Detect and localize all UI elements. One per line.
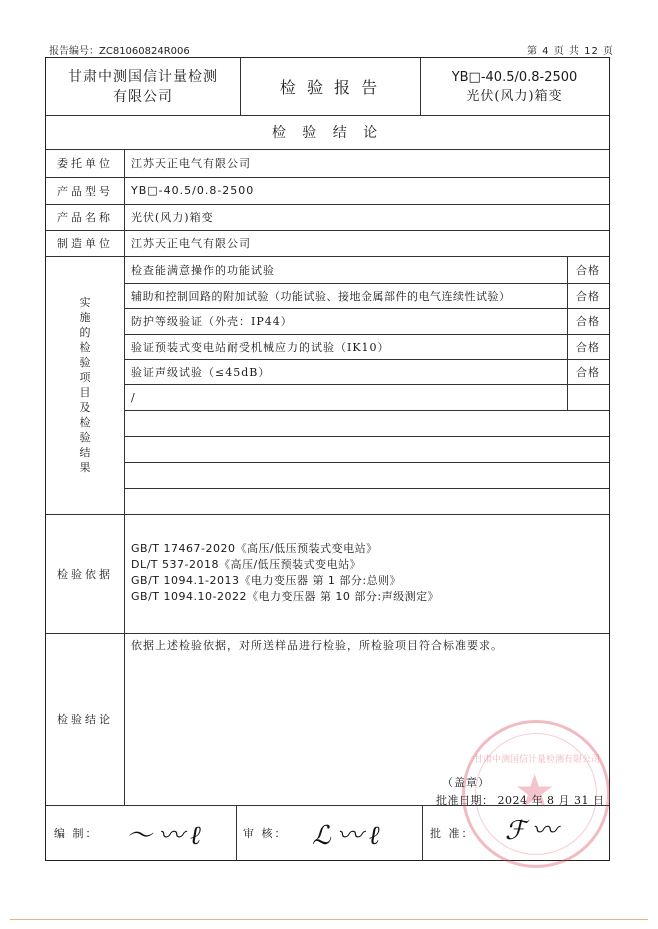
standard-line-3: GB/T 1094.1-2013《电力变压器 第 1 部分:总则》 bbox=[131, 574, 402, 587]
item-5-result: 合格 bbox=[576, 365, 600, 379]
item-5-name: 验证声级试验（≤45dB） bbox=[131, 365, 271, 379]
manufacturer-value: 江苏天正电气有限公司 bbox=[131, 237, 251, 250]
seal-star-icon: ★ bbox=[514, 764, 556, 818]
editor-label: 编 制： bbox=[54, 826, 99, 840]
product-name-value: 光伏(风力)箱变 bbox=[131, 211, 214, 224]
item-3-result: 合格 bbox=[576, 315, 600, 328]
manufacturer-label: 制造单位 bbox=[57, 237, 113, 250]
organization-line-1: 甘肃中测国信计量检测 bbox=[68, 68, 218, 85]
item-3-name: 防护等级验证（外壳：IP44） bbox=[131, 315, 293, 328]
reviewer-label: 审 核： bbox=[243, 826, 288, 840]
item-4-name: 验证预装式变电站耐受机械应力的试验（IK10） bbox=[131, 340, 390, 354]
official-seal-text: 甘肃中测国信计量检测有限公司 bbox=[473, 755, 600, 765]
standard-line-2: DL/T 537-2018《高压/低压预装式变电站》 bbox=[131, 558, 362, 571]
seal-note: （盖章） bbox=[442, 776, 490, 789]
product-model-line: YB□-40.5/0.8-2500 bbox=[451, 69, 578, 85]
product-name-label: 产品名称 bbox=[57, 211, 113, 224]
editor-signature: 〜〰ℓ bbox=[126, 821, 207, 851]
standard-line-4: GB/T 1094.10-2022《电力变压器 第 10 部分:声级测定》 bbox=[131, 590, 440, 603]
item-6-name: / bbox=[131, 390, 136, 404]
product-name-line: 光伏(风力)箱变 bbox=[466, 88, 563, 104]
item-2-name: 辅助和控制回路的附加试验（功能试验、接地金属部件的电气连续性试验） bbox=[131, 289, 511, 303]
organization-name bbox=[46, 58, 240, 115]
report-title: 检 验 报 告 bbox=[279, 78, 381, 97]
item-6-result bbox=[567, 384, 609, 410]
page-info: 第 4 页 共 12 页 bbox=[527, 46, 614, 57]
client-value: 江苏天正电气有限公司 bbox=[131, 157, 251, 170]
items-label: 实 施 的 检 验 项 目 及 检 验 结 果 bbox=[79, 296, 91, 474]
basis-label: 检验依据 bbox=[57, 567, 113, 581]
conclusion-label: 检验结论 bbox=[57, 713, 113, 726]
item-1-name: 检查能满意操作的功能试验 bbox=[131, 263, 275, 277]
approval-date: 批准日期： 2024 年 8 月 31 日 bbox=[436, 794, 605, 807]
reviewer-signature: ℒ〰ℓ bbox=[312, 821, 386, 851]
client-label: 委托单位 bbox=[57, 157, 113, 170]
footer-divider bbox=[10, 919, 648, 920]
model-label: 产品型号 bbox=[57, 184, 113, 198]
item-2-result: 合格 bbox=[576, 289, 600, 303]
product-model-block bbox=[420, 58, 609, 115]
approver-label: 批 准： bbox=[430, 826, 475, 840]
item-1-result: 合格 bbox=[576, 263, 600, 277]
item-4-result: 合格 bbox=[576, 340, 600, 354]
approver-signature: ℱ〰 bbox=[505, 816, 564, 846]
report-number: 报告编号：ZC81060824R006 bbox=[49, 46, 190, 57]
conclusion-text: 依据上述检验依据，对所送样品进行检验，所检验项目符合标准要求。 bbox=[131, 639, 503, 652]
model-value: YB□-40.5/0.8-2500 bbox=[131, 184, 255, 197]
basis-standards bbox=[131, 541, 601, 605]
standard-line-1: GB/T 17467-2020《高压/低压预装式变电站》 bbox=[131, 542, 378, 555]
organization-line-2: 有限公司 bbox=[113, 88, 173, 105]
section-title: 检 验 结 论 bbox=[271, 125, 384, 141]
